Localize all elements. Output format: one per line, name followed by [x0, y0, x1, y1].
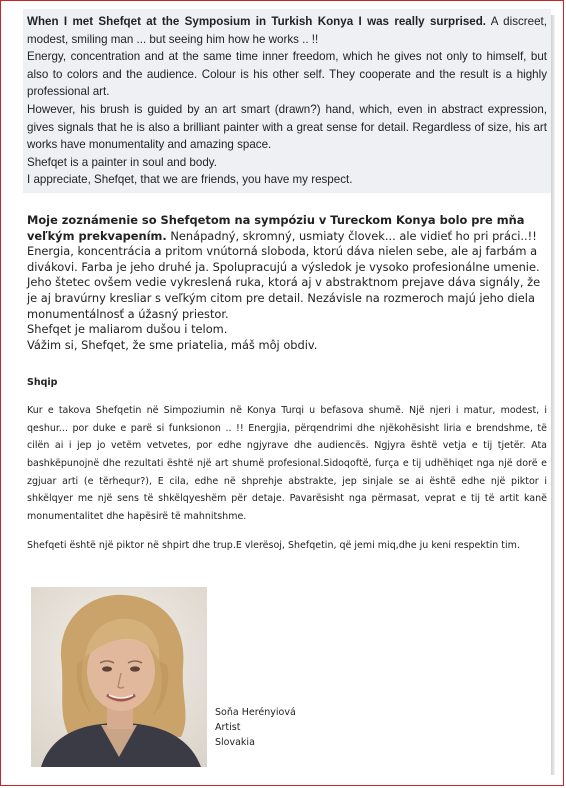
slovak-para-5: Vážim si, Shefqet, že sme priatelia, máš môj obdiv.: [27, 337, 318, 352]
signature-area: [31, 579, 331, 779]
slovak-lead-rest: Nenápadný, skromný, usmiaty človek... ale vidieť ho pri práci..!!: [166, 228, 537, 243]
english-lead-bold: When I met Shefqet at the Symposium in Turkish Konya I was really surprised.: [27, 15, 487, 28]
slovak-para-2: Energia, koncentrácia a pritom vnútorná sloboda, ktorú dáva nielen sebe, ale aj farbám a divákovi. Farba je jeho druhé ja. Spolupracujú a výsledok je vysoko profesionálne umenie.: [27, 244, 540, 274]
english-para-4: Shefqet is a painter in soul and body.: [27, 155, 217, 169]
author-portrait-photo: [31, 587, 207, 767]
slovak-para-1: [27, 213, 551, 244]
author-role: Artist: [215, 722, 241, 733]
signature-caption: [215, 705, 296, 750]
slovak-text-block: [23, 213, 551, 353]
english-para-2: Energy, concentration and at the same time inner freedom, which he gives not only to himself, but also to colors and the audience. Colour is his other self. They cooperate and the result is a highly professional art.: [27, 50, 547, 99]
albanian-para-1: Kur e takova Shefqetin në Simpoziumin në Konya Turqi u befasova shumë. Një njeri i matur, modest, i qeshur... por duke e parë si funksionon .. !! Energjia, përqendrimi dhe njëkohësisht liria e brendshme, të cilën ai i jep jo vetëm vetvetes, por edhe ngjyrave dhe audiencës. Ngjyra është vetja e tij tjetër. Ata bashkëpunojnë dhe rezultati është një art shumë profesional.Sidoqoftë, furça e tij udhëhiqet nga një dorë e zgjuar arti (e tërhequr?), E cila, edhe në shprehje abstrakte, jep sinjale se ai është edhe një piktor i shkëlqyer me një sens të shkëlqyeshëm për detaje. Pavarësisht nga përmasat, veprat e tij të artit kanë monumentalitet dhe hapësirë të mahnitshme.: [27, 405, 547, 522]
slovak-para-4: Shefqet je maliarom dušou i telom.: [27, 322, 228, 337]
english-para-1: [27, 13, 547, 48]
slovak-lead-bold: Moje zoznámenie so Shefqetom na sympóziu v Tureckom Konya bolo pre mňa veľkým prekvapením.: [27, 212, 525, 243]
albanian-heading: Shqip: [27, 377, 58, 389]
author-name: Soňa Herényiová: [215, 707, 296, 718]
document-page: [23, 9, 551, 781]
english-lead-rest: A discreet, modest, smiling man ... but seeing him how he works .. !!: [27, 15, 547, 46]
albanian-para-2: Shefqeti është një piktor në shpirt dhe trup.E vlerësoj, Shefqetin, që jemi miq,dhe ju keni respektin tim.: [27, 540, 520, 552]
portrait-image: [31, 587, 207, 767]
albanian-text-block: [23, 402, 551, 525]
english-para-5: I appreciate, Shefqet, that we are friends, you have my respect.: [27, 173, 353, 187]
slovak-para-3: Jeho štetec ovšem vedie vykreslená ruka, ktorá aj v abstraktnom prejave dáva signály, že je aj bravúrny kresliar s veľkým citom pre detail. Nezávisle na rozmeroch majú jeho diela monumentálnosť a úžasný priestor.: [27, 275, 541, 321]
author-country: Slovakia: [215, 737, 255, 748]
english-para-3: However, his brush is guided by an art smart (drawn?) hand, which, even in abstract expression, gives signals that he is also a brilliant painter with a great sense for detail. Regardless of size, his art works have monumentality and amazing space.: [27, 102, 547, 152]
english-text-block: [23, 9, 551, 193]
